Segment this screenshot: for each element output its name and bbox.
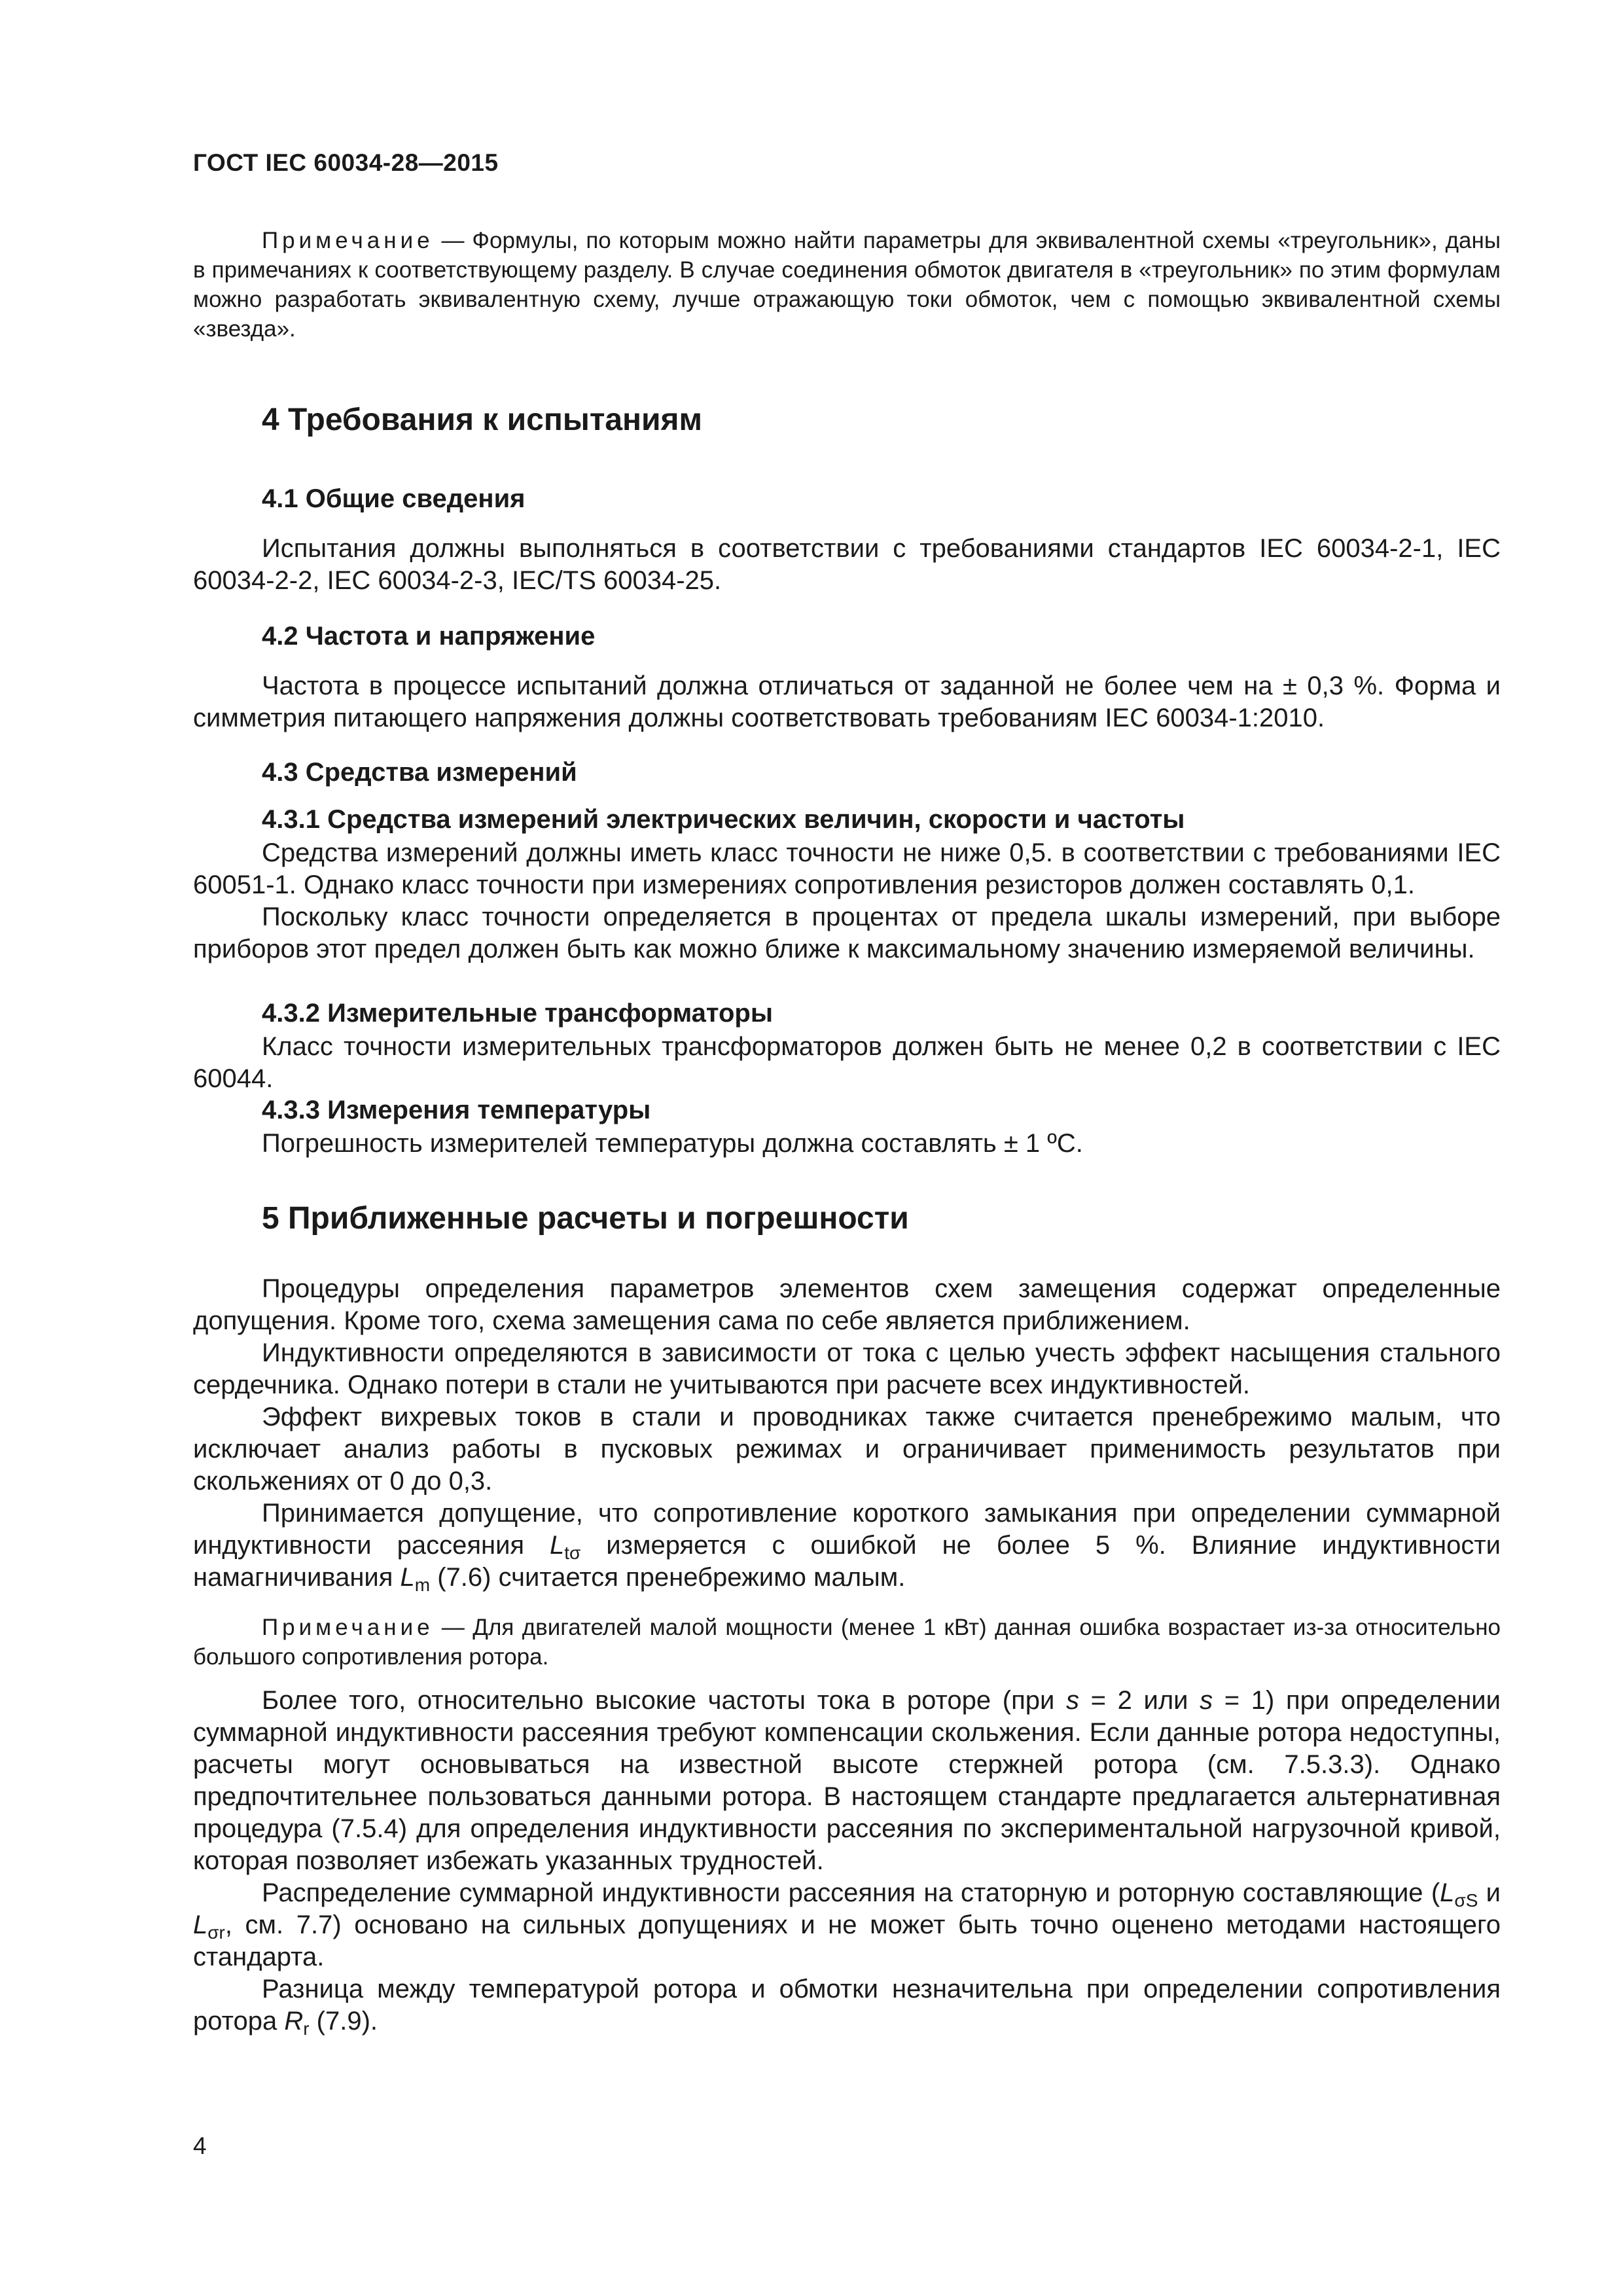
section-4-2-body	[193, 670, 1501, 734]
paragraph: Процедуры определения параметров элементов схем замещения содержат определенные допущения. Кроме того, схема замещения сама по себе является приближением.	[193, 1274, 1501, 1335]
section-4-1-body	[193, 533, 1501, 597]
subscript: σr	[207, 1922, 225, 1943]
symbol-s: s	[1200, 1686, 1213, 1715]
text-run: измеряется с ошибкой не более 5 %. Влияние индуктивности намагничивания	[193, 1531, 1501, 1592]
section-4-3-2-heading: 4.3.2 Измерительные трансформаторы	[262, 999, 773, 1028]
note-label: Примечание	[262, 1615, 434, 1640]
text-run: Распределение суммарной индуктивности рассеяния на статорную и роторную составляющие (	[262, 1878, 1440, 1907]
text-run: Принимается допущение, что сопротивление короткого замыкания при определении суммарной индуктивности рассеяния	[193, 1499, 1501, 1560]
section-5-heading: 5 Приближенные расчеты и погрешности	[262, 1201, 909, 1236]
paragraph	[193, 1877, 1501, 1973]
symbol-L: L	[1440, 1878, 1455, 1907]
document-code-header: ГОСТ IEC 60034-28—2015	[193, 149, 499, 176]
section-4-3-1-heading: 4.3.1 Средства измерений электрических величин, скорости и частоты	[262, 805, 1185, 834]
paragraph: Класс точности измерительных трансформаторов должен быть не менее 0,2 в соответствии с IEC 60044.	[193, 1032, 1501, 1093]
section-4-3-3-body	[193, 1128, 1501, 1160]
note-label: Примечание	[262, 228, 434, 253]
symbol-L: L	[400, 1563, 415, 1592]
text-run: и	[1478, 1878, 1501, 1907]
paragraph: Поскольку класс точности определяется в процентах от предела шкалы измерений, при выборе приборов этот предел должен быть как можно ближе к максимальному значению измеряемой величины.	[193, 903, 1501, 963]
paragraph: Индуктивности определяются в зависимости от тока с целью учесть эффект насыщения стального сердечника. Однако потери в стали не учитываются при расчете всех индуктивностей.	[193, 1338, 1501, 1399]
note-text: — Для двигателей малой мощности (менее 1 кВт) данная ошибка возрастает из-за относительно большого сопротивления ротора.	[193, 1615, 1501, 1670]
section-5-body-bottom	[193, 1685, 1501, 2037]
paragraph	[193, 1973, 1501, 2037]
text-run: , см. 7.7) основано на сильных допущениях и не может быть точно оценено методами настоящего стандарта.	[193, 1910, 1501, 1971]
section-4-3-2-body	[193, 1031, 1501, 1095]
section-5-body-top	[193, 1273, 1501, 1594]
text-run: = 1) при определении суммарной индуктивности рассеяния требуют компенсации скольжения. Если данные ротора недоступны, расчеты могут основываться на известной высоте стержней ротора (см. 7.5.3.3). Однако предпочтительнее пользоваться данными ротора. В настоящем стандарте предлагается альтернативная процедура (7.5.4) для определения индуктивности рассеяния по экспериментальной нагрузочной кривой, которая позволяет избежать указанных трудностей.	[193, 1686, 1501, 1875]
paragraph	[193, 1685, 1501, 1877]
subscript: σS	[1454, 1890, 1478, 1910]
paragraph: Частота в процессе испытаний должна отличаться от заданной не более чем на ± 0,3 %. Форма и симметрия питающего напряжения должны соответствовать требованиям IEC 60034-1:2010.	[193, 672, 1501, 732]
note-paragraph	[193, 226, 1501, 344]
symbol-L: L	[193, 1910, 208, 1939]
text-run: (7.6) считается пренебрежимо малым.	[430, 1563, 906, 1592]
subscript: tσ	[564, 1543, 581, 1563]
subscript: m	[414, 1575, 431, 1595]
note-paragraph	[193, 1613, 1501, 1672]
section-4-heading: 4 Требования к испытаниям	[262, 403, 703, 437]
paragraph	[193, 1498, 1501, 1594]
note-block	[193, 226, 1501, 344]
text-run: = 2 или	[1079, 1686, 1200, 1715]
subscript: r	[303, 2018, 310, 2039]
section-4-3-1-body	[193, 837, 1501, 965]
symbol-s: s	[1065, 1686, 1079, 1715]
text-run: (7.9).	[309, 2007, 378, 2036]
paragraph: Испытания должны выполняться в соответствии с требованиями стандартов IEC 60034-2-1, IEC 60034-2-2, IEC 60034-2-3, IEC/TS 60034-25.	[193, 534, 1501, 595]
section-5-note	[193, 1613, 1501, 1672]
section-4-2-heading: 4.2 Частота и напряжение	[262, 622, 596, 651]
paragraph: Погрешность измерителей температуры должна составлять ± 1 ºС.	[262, 1129, 1083, 1158]
symbol-L: L	[550, 1531, 565, 1560]
page-number: 4	[193, 2132, 207, 2159]
section-4-3-heading: 4.3 Средства измерений	[262, 758, 577, 787]
note-text: — Формулы, по которым можно найти параметры для эквивалентной схемы «треугольник», даны в примечаниях к соответствующему разделу. В случае соединения обмоток двигателя в «треугольник» по этим формулам можно разработать эквивалентную схему, лучше отражающую токи обмоток, чем с помощью эквивалентной схемы «звезда».	[193, 228, 1501, 342]
section-4-1-heading: 4.1 Общие сведения	[262, 484, 526, 513]
paragraph: Эффект вихревых токов в стали и проводниках также считается пренебрежимо малым, что исключает анализ работы в пусковых режимах и ограничивает применимость результатов при скольжениях от 0 до 0,3.	[193, 1403, 1501, 1496]
symbol-R: R	[284, 2007, 304, 2036]
section-4-3-3-heading: 4.3.3 Измерения температуры	[262, 1096, 651, 1124]
text-run: Более того, относительно высокие частоты тока в роторе (при	[262, 1686, 1066, 1715]
text-run: Разница между температурой ротора и обмотки незначительна при определении сопротивления ротора	[193, 1975, 1501, 2036]
paragraph: Средства измерений должны иметь класс точности не ниже 0,5. в соответствии с требованиями IEC 60051-1. Однако класс точности при измерениях сопротивления резисторов должен составлять 0,1.	[193, 838, 1501, 899]
